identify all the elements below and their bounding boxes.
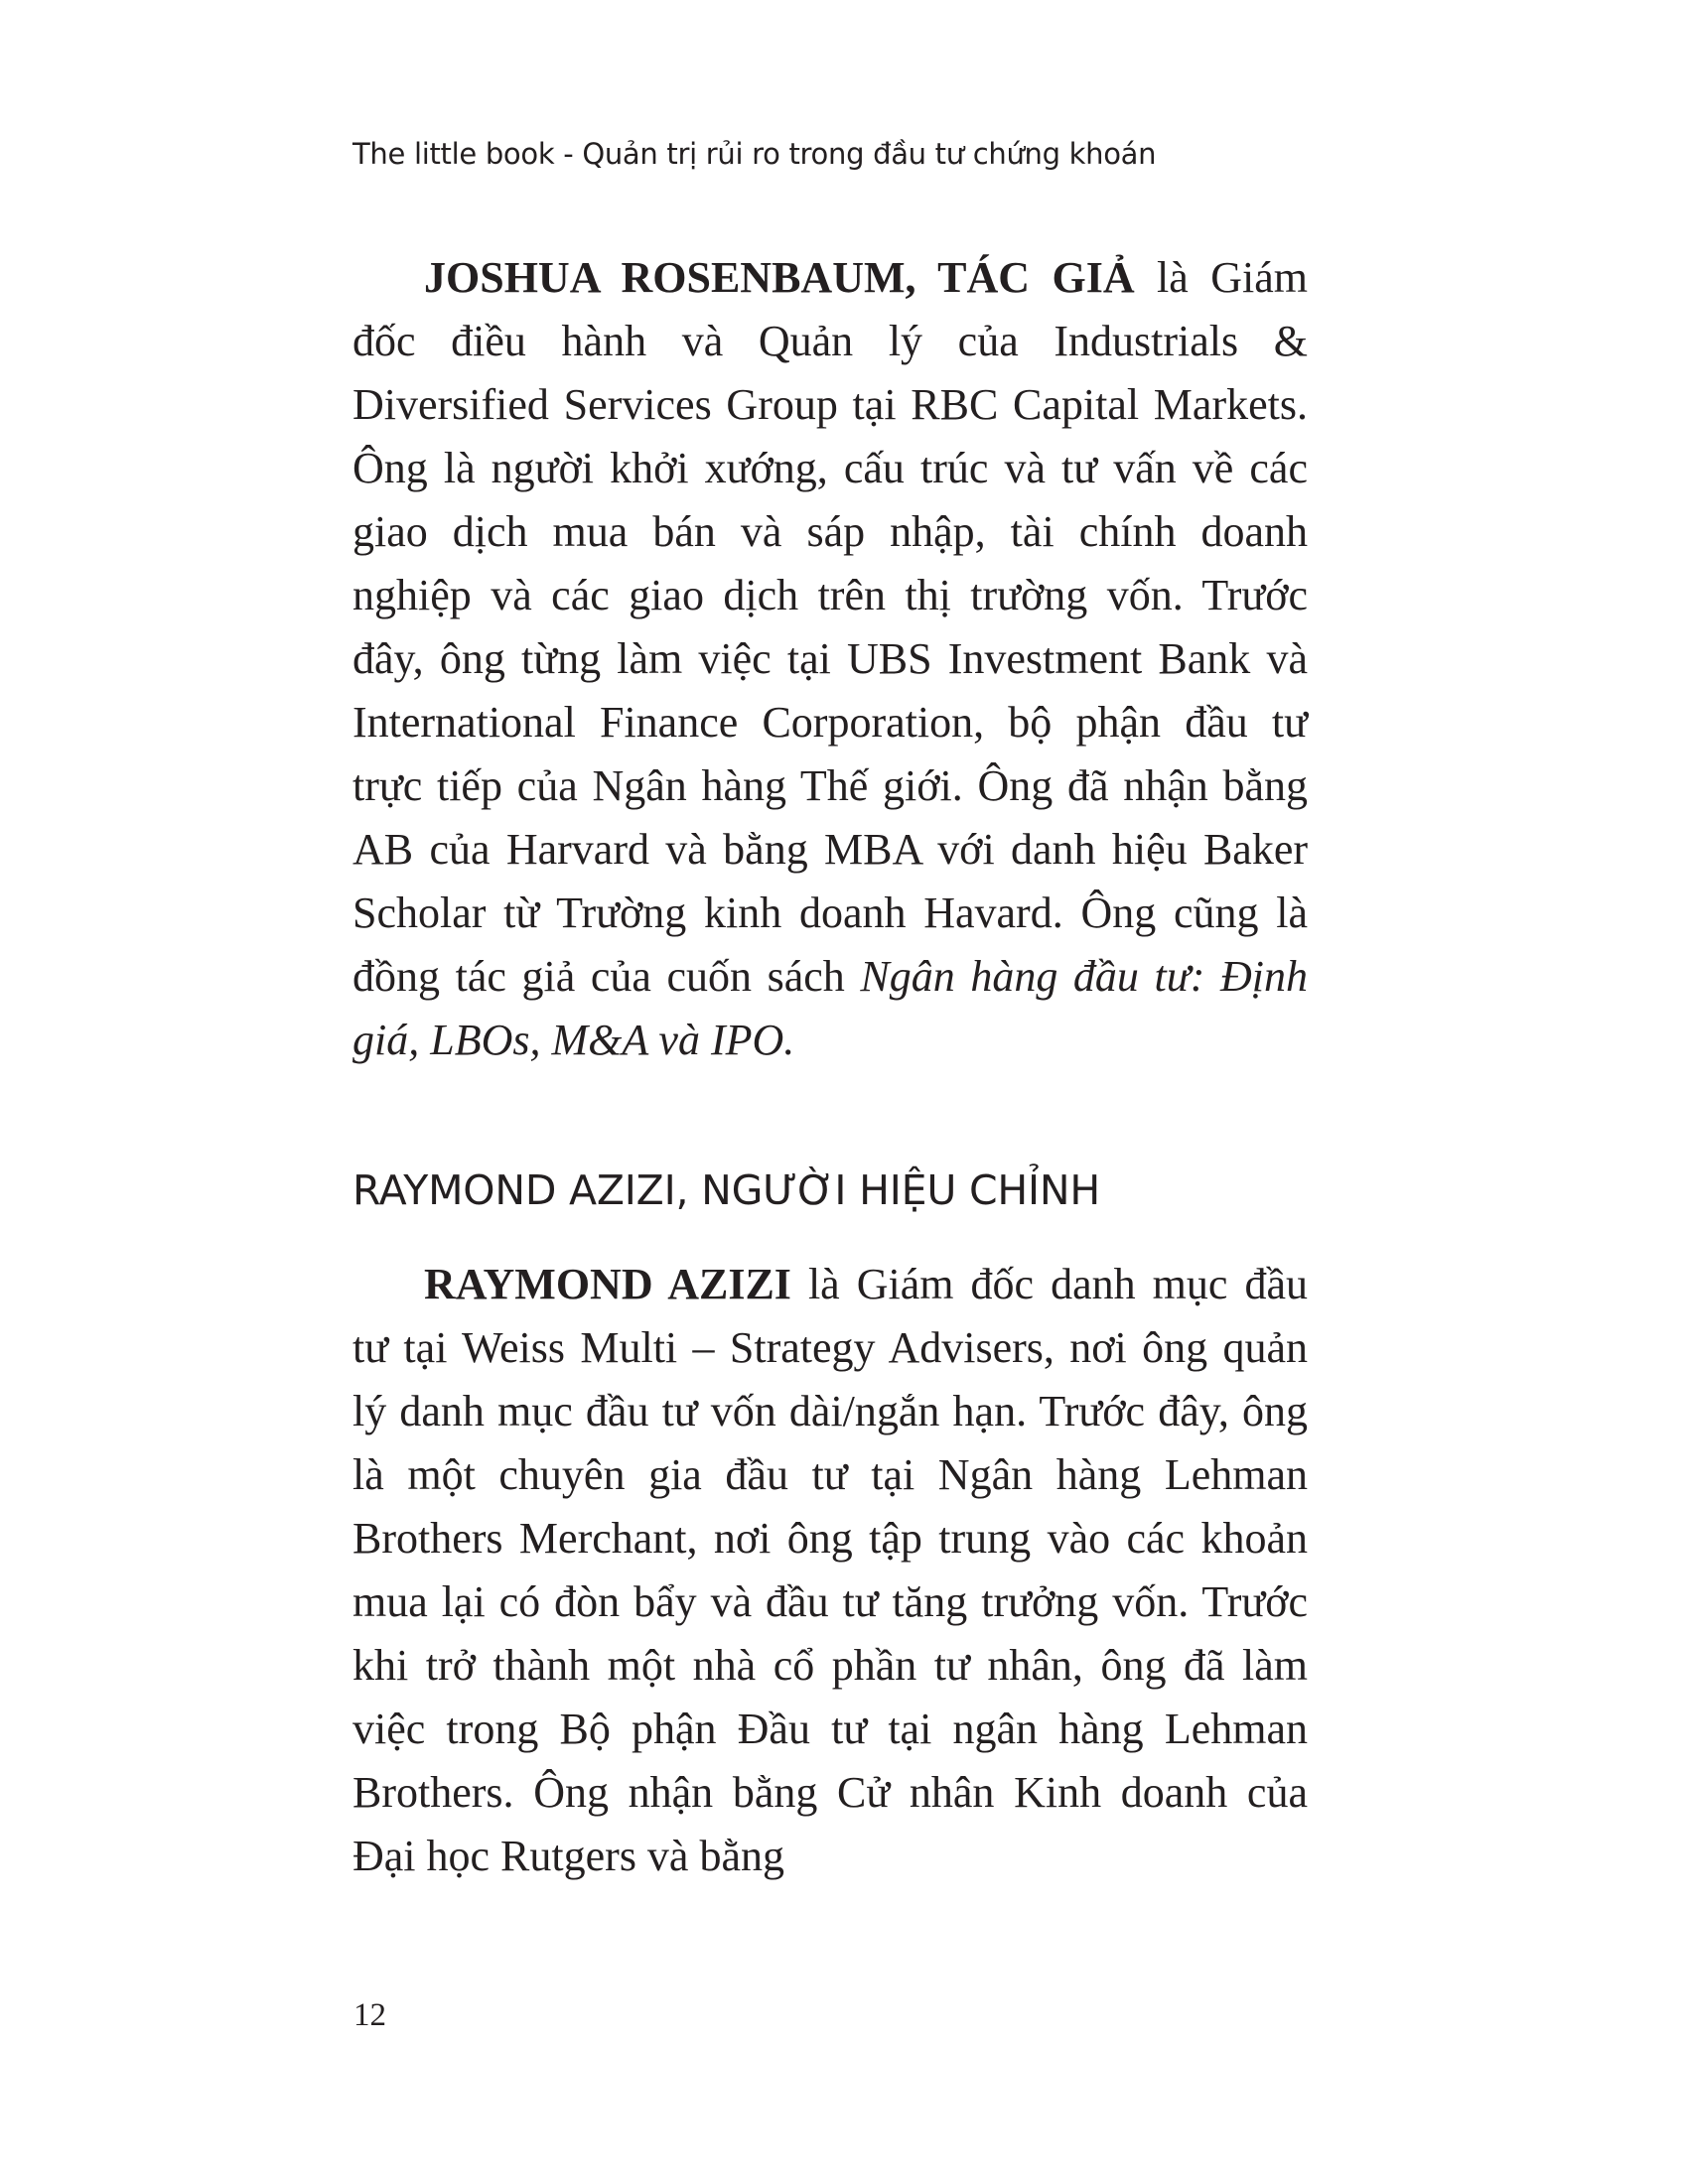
- running-header: The little book - Quản trị rủi ro trong đầu tư chứng khoán: [352, 137, 1157, 171]
- page-number: 12: [353, 1997, 386, 2033]
- editor-bio-paragraph: [352, 1253, 1308, 1888]
- book-title: Ngân hàng đầu tư: Định giá, LBOs, M&A và IPO.: [352, 952, 1308, 1064]
- editor-name: RAYMOND AZIZI: [424, 1260, 791, 1308]
- author-bio-paragraph: [352, 246, 1308, 1072]
- author-bio-text: là Giám đốc điều hành và Quản lý của Industrials & Diversified Services Group tại RBC Capital Markets. Ông là người khởi xướng, cấu trúc và tư vấn về các giao dịch mua bán và sáp nhập, tài chính doanh nghiệp và các giao dịch trên thị trường vốn. Trước đây, ông từng làm việc tại UBS Investment Bank và International Finance Corporation, bộ phận đầu tư trực tiếp của Ngân hàng Thế giới. Ông đã nhận bằng AB của Harvard và bằng MBA với danh hiệu Baker Scholar từ Trường kinh doanh Havard. Ông cũng là đồng tác giả của cuốn sách: [352, 253, 1308, 1001]
- author-name: JOSHUA ROSENBAUM, TÁC GIẢ: [424, 253, 1135, 302]
- editor-section-heading: RAYMOND AZIZI, NGƯỜI HIỆU CHỈNH: [352, 1166, 1101, 1214]
- editor-bio-text: là Giám đốc danh mục đầu tư tại Weiss Multi – Strategy Advisers, nơi ông quản lý danh mục đầu tư vốn dài/ngắn hạn. Trước đây, ông là một chuyên gia đầu tư tại Ngân hàng Lehman Brothers Merchant, nơi ông tập trung vào các khoản mua lại có đòn bẩy và đầu tư tăng trưởng vốn. Trước khi trở thành một nhà cổ phần tư nhân, ông đã làm việc trong Bộ phận Đầu tư tại ngân hàng Lehman Brothers. Ông nhận bằng Cử nhân Kinh doanh của Đại học Rutgers và bằng: [352, 1260, 1308, 1880]
